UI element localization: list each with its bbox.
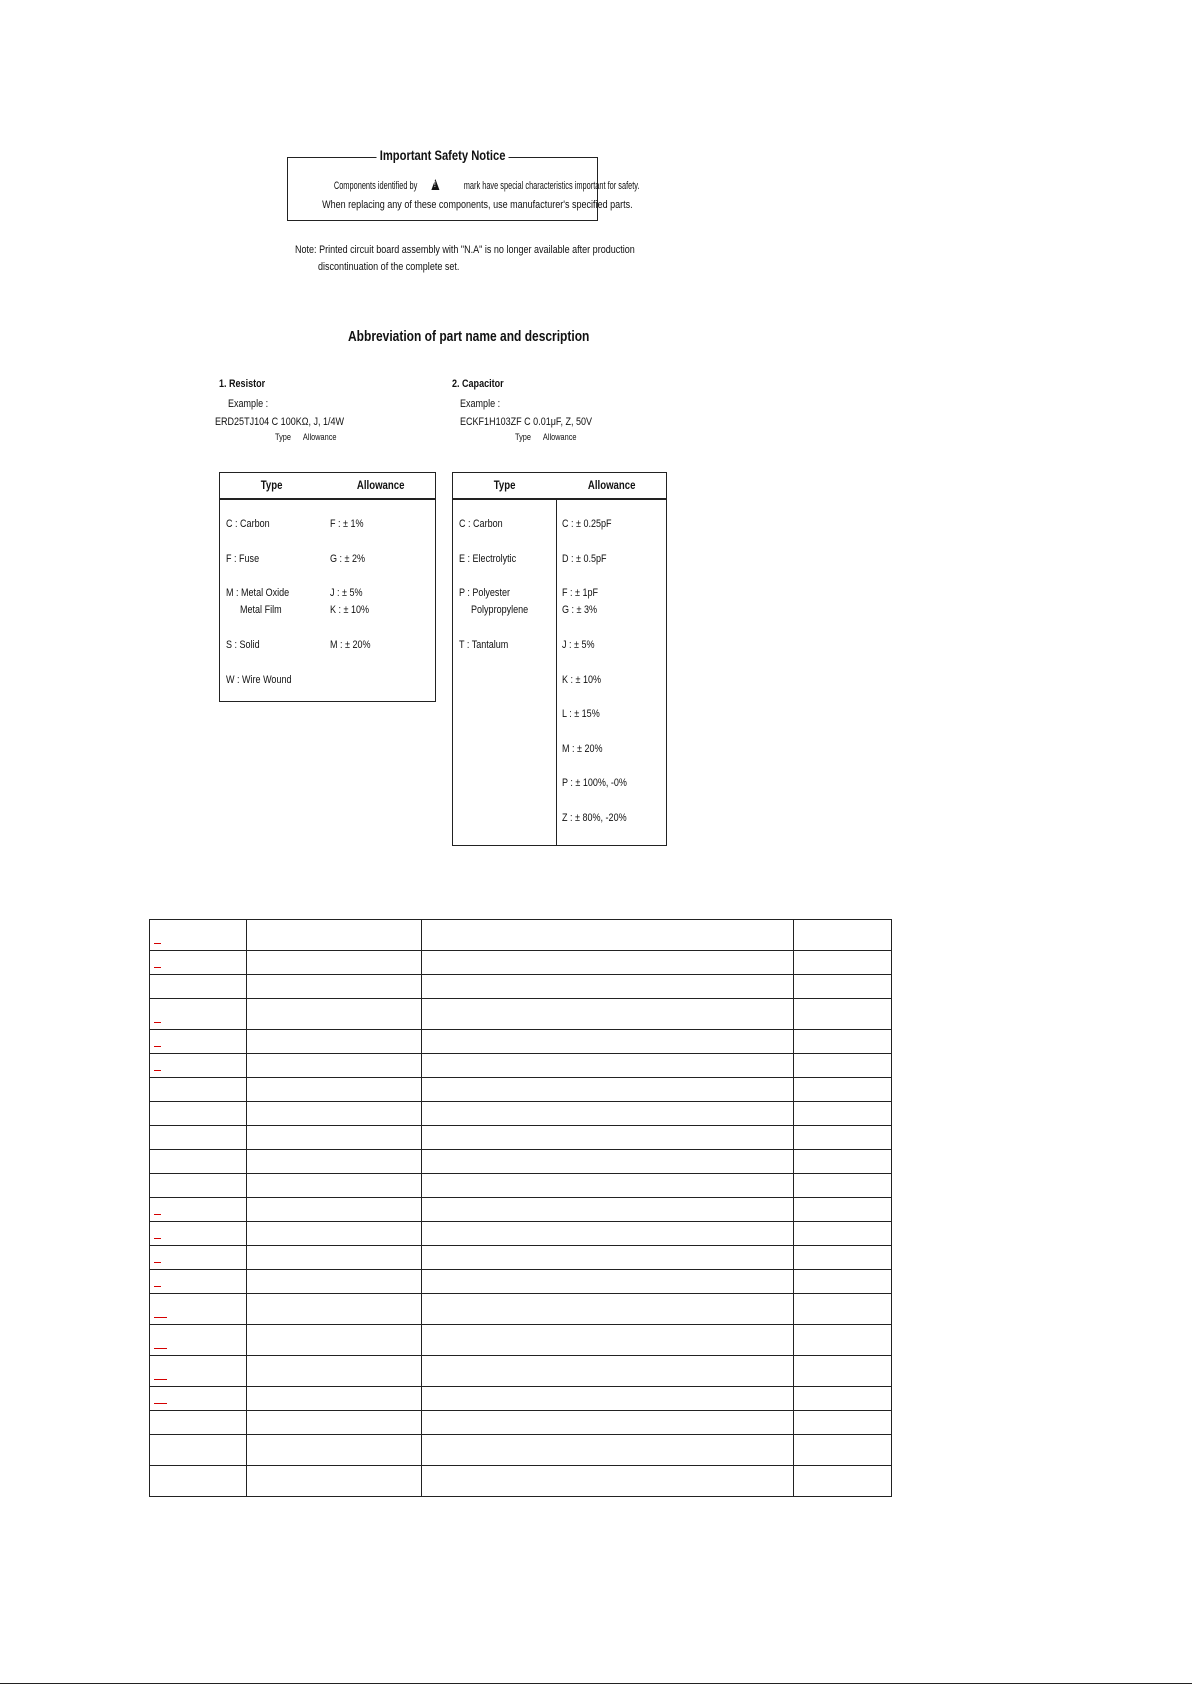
parts-list-cell <box>247 920 422 951</box>
parts-list-cell <box>422 1126 794 1150</box>
parts-list-cell <box>422 1150 794 1174</box>
parts-list-cell <box>794 1078 892 1102</box>
parts-list-cell <box>247 1078 422 1102</box>
parts-list-cell <box>794 1325 892 1356</box>
parts-list-cell <box>150 1294 247 1325</box>
capacitor-allowance: K : ± 10% <box>562 674 602 686</box>
resistor-allowance: F : ± 1% <box>330 518 364 530</box>
parts-list-cell <box>247 1102 422 1126</box>
resistor-type: Metal Film <box>240 604 282 616</box>
note-line-1: Note: Printed circuit board assembly with "N.A" is no longer available after production <box>295 244 635 256</box>
parts-list-cell <box>150 1325 247 1356</box>
parts-list-cell <box>422 1466 794 1497</box>
parts-list-cell <box>150 1435 247 1466</box>
parts-list-cell <box>247 999 422 1030</box>
parts-list-cell <box>794 1270 892 1294</box>
parts-list-cell <box>247 1270 422 1294</box>
parts-list-row <box>150 1030 892 1054</box>
parts-list-cell <box>150 1174 247 1198</box>
resistor-allowance: J : ± 5% <box>330 587 363 599</box>
parts-list-row <box>150 1150 892 1174</box>
parts-list-cell <box>150 951 247 975</box>
parts-list-cell <box>150 920 247 951</box>
parts-list-row <box>150 999 892 1030</box>
parts-list-cell <box>794 1411 892 1435</box>
parts-list-cell <box>422 1198 794 1222</box>
parts-list-row <box>150 1102 892 1126</box>
parts-list-cell <box>422 1411 794 1435</box>
capacitor-allowance: F : ± 1pF <box>562 587 599 599</box>
parts-list-row <box>150 1294 892 1325</box>
resistor-type: M : Metal Oxide <box>226 587 290 599</box>
parts-list-row <box>150 951 892 975</box>
capacitor-allowance: Z : ± 80%, -20% <box>562 812 627 824</box>
parts-list-cell <box>150 1356 247 1387</box>
parts-list-cell <box>794 1435 892 1466</box>
parts-list-row <box>150 1435 892 1466</box>
parts-list-cell <box>422 1102 794 1126</box>
parts-list-cell <box>150 1054 247 1078</box>
safety-mark-underline <box>154 1348 167 1349</box>
parts-list-cell <box>422 1435 794 1466</box>
page-bottom-rule <box>0 1683 1192 1684</box>
parts-list-cell <box>794 1198 892 1222</box>
parts-list-cell <box>150 1246 247 1270</box>
parts-list-row <box>150 1246 892 1270</box>
parts-list-row <box>150 1054 892 1078</box>
parts-list-cell <box>247 1174 422 1198</box>
parts-list-cell <box>422 920 794 951</box>
parts-list-cell <box>422 1387 794 1411</box>
resistor-example-sub: Type Allowance <box>275 432 337 442</box>
parts-list-table <box>149 919 892 1497</box>
resistor-type: C : Carbon <box>226 518 270 530</box>
parts-list-cell <box>247 1030 422 1054</box>
parts-list-cell <box>794 999 892 1030</box>
parts-list-cell <box>150 1150 247 1174</box>
parts-list-cell <box>422 1174 794 1198</box>
safety-mark-underline <box>154 1262 161 1263</box>
parts-list-cell <box>794 951 892 975</box>
resistor-example-label: Example : <box>228 398 269 410</box>
parts-list-cell <box>794 1387 892 1411</box>
parts-list-cell <box>422 1054 794 1078</box>
parts-list-cell <box>150 999 247 1030</box>
safety-mark-underline <box>154 1238 161 1239</box>
parts-list-cell <box>150 1078 247 1102</box>
parts-list-cell <box>794 1174 892 1198</box>
safety-mark-underline <box>154 967 161 968</box>
parts-list-cell <box>247 1054 422 1078</box>
safety-mark-underline <box>154 1046 161 1047</box>
resistor-col-allowance: Allowance <box>356 478 405 492</box>
parts-list-row <box>150 1270 892 1294</box>
resistor-allowance: K : ± 10% <box>330 604 370 616</box>
capacitor-heading: 2. Capacitor <box>452 378 504 390</box>
parts-list-cell <box>150 1030 247 1054</box>
parts-list-cell <box>422 1030 794 1054</box>
parts-list-row <box>150 1325 892 1356</box>
parts-list-cell <box>247 1222 422 1246</box>
parts-list-row <box>150 1356 892 1387</box>
parts-list-cell <box>247 1126 422 1150</box>
parts-list-cell <box>150 1411 247 1435</box>
capacitor-type: C : Carbon <box>459 518 503 530</box>
parts-list-cell <box>247 951 422 975</box>
parts-list-cell <box>150 1466 247 1497</box>
parts-list-cell <box>422 1356 794 1387</box>
parts-list-cell <box>422 1222 794 1246</box>
capacitor-allowance: J : ± 5% <box>562 639 595 651</box>
parts-list-cell <box>150 1198 247 1222</box>
resistor-allowance: G : ± 2% <box>330 553 366 565</box>
parts-list-cell <box>794 1126 892 1150</box>
parts-list-row <box>150 1222 892 1246</box>
parts-list-cell <box>794 920 892 951</box>
safety-notice-box <box>287 147 640 221</box>
safety-mark-underline <box>154 1214 161 1215</box>
parts-list-cell <box>422 975 794 999</box>
resistor-abbreviation-table <box>219 472 436 702</box>
capacitor-allowance: L : ± 15% <box>562 708 600 720</box>
resistor-type: S : Solid <box>226 639 260 651</box>
capacitor-abbreviation-table <box>452 472 667 846</box>
capacitor-column-divider <box>556 498 557 845</box>
parts-list-cell <box>794 1150 892 1174</box>
parts-list-row <box>150 1198 892 1222</box>
parts-list-row <box>150 1466 892 1497</box>
parts-list-cell <box>150 1102 247 1126</box>
safety-mark-underline <box>154 1403 167 1404</box>
capacitor-allowance: G : ± 3% <box>562 604 598 616</box>
safety-notice-title: Important Safety Notice <box>288 147 597 165</box>
parts-list-cell <box>247 1294 422 1325</box>
capacitor-allowance: C : ± 0.25pF <box>562 518 612 530</box>
parts-list-cell <box>247 1387 422 1411</box>
safety-mark-underline <box>154 943 161 944</box>
parts-list-cell <box>150 1270 247 1294</box>
parts-list-cell <box>794 975 892 999</box>
parts-list-cell <box>150 1222 247 1246</box>
parts-list-cell <box>247 1435 422 1466</box>
safety-mark-underline <box>154 1070 161 1071</box>
capacitor-allowance: D : ± 0.5pF <box>562 553 607 565</box>
capacitor-example-code: ECKF1H103ZF C 0.01μF, Z, 50V <box>460 416 593 428</box>
safety-mark-underline <box>154 1286 161 1287</box>
parts-list-row <box>150 1174 892 1198</box>
safety-notice-line-2: When replacing any of these components, use manufacturer's specified parts. <box>322 199 633 211</box>
parts-list-cell <box>794 1246 892 1270</box>
parts-list-cell <box>247 1466 422 1497</box>
safety-mark-underline <box>154 1022 161 1023</box>
capacitor-type: E : Electrolytic <box>459 553 517 565</box>
parts-list-cell <box>150 975 247 999</box>
parts-list-cell <box>794 1294 892 1325</box>
parts-list-cell <box>794 1030 892 1054</box>
parts-list-cell <box>247 1411 422 1435</box>
safety-mark-underline <box>154 1317 167 1318</box>
capacitor-allowance: P : ± 100%, -0% <box>562 777 627 789</box>
parts-list-cell <box>794 1222 892 1246</box>
resistor-example-code: ERD25TJ104 C 100KΩ, J, 1/4W <box>215 416 345 428</box>
parts-list-row <box>150 1387 892 1411</box>
capacitor-allowance: M : ± 20% <box>562 743 603 755</box>
capacitor-type: P : Polyester <box>459 587 510 599</box>
resistor-table-header <box>220 473 435 500</box>
parts-list-cell <box>247 1356 422 1387</box>
parts-list-cell <box>150 1387 247 1411</box>
parts-list-row <box>150 1126 892 1150</box>
parts-list-cell <box>422 1294 794 1325</box>
parts-list-row <box>150 975 892 999</box>
parts-list-cell <box>247 1198 422 1222</box>
parts-list-cell <box>422 1325 794 1356</box>
abbreviation-title: Abbreviation of part name and description <box>348 328 590 345</box>
parts-list-cell <box>422 1078 794 1102</box>
capacitor-col-type: Type <box>493 478 516 492</box>
parts-list-cell <box>247 975 422 999</box>
resistor-type: F : Fuse <box>226 553 260 565</box>
parts-list-cell <box>422 1270 794 1294</box>
parts-list-cell <box>794 1356 892 1387</box>
safety-mark-underline <box>154 1379 167 1380</box>
parts-list-row <box>150 1078 892 1102</box>
resistor-heading: 1. Resistor <box>219 378 266 390</box>
capacitor-example-sub: Type Allowance <box>515 432 577 442</box>
warning-triangle-icon <box>432 179 440 190</box>
parts-list-row <box>150 920 892 951</box>
parts-list-cell <box>247 1246 422 1270</box>
capacitor-type: Polypropylene <box>471 604 529 616</box>
capacitor-col-allowance: Allowance <box>588 478 636 492</box>
parts-list-cell <box>794 1466 892 1497</box>
parts-list-cell <box>247 1325 422 1356</box>
parts-list-row <box>150 1411 892 1435</box>
resistor-allowance: M : ± 20% <box>330 639 371 651</box>
resistor-type: W : Wire Wound <box>226 674 292 686</box>
capacitor-table-header <box>453 473 666 500</box>
resistor-col-type: Type <box>261 478 283 492</box>
note-line-2: discontinuation of the complete set. <box>318 261 460 273</box>
parts-list-cell <box>422 999 794 1030</box>
capacitor-type: T : Tantalum <box>459 639 509 651</box>
parts-list-cell <box>150 1126 247 1150</box>
capacitor-example-label: Example : <box>460 398 501 410</box>
parts-list-cell <box>422 951 794 975</box>
parts-list-cell <box>794 1054 892 1078</box>
parts-list-cell <box>422 1246 794 1270</box>
safety-notice-line-1: Components identified by ! mark have special characteristics important for safety. <box>288 179 597 192</box>
parts-list-cell <box>794 1102 892 1126</box>
parts-list-cell <box>247 1150 422 1174</box>
